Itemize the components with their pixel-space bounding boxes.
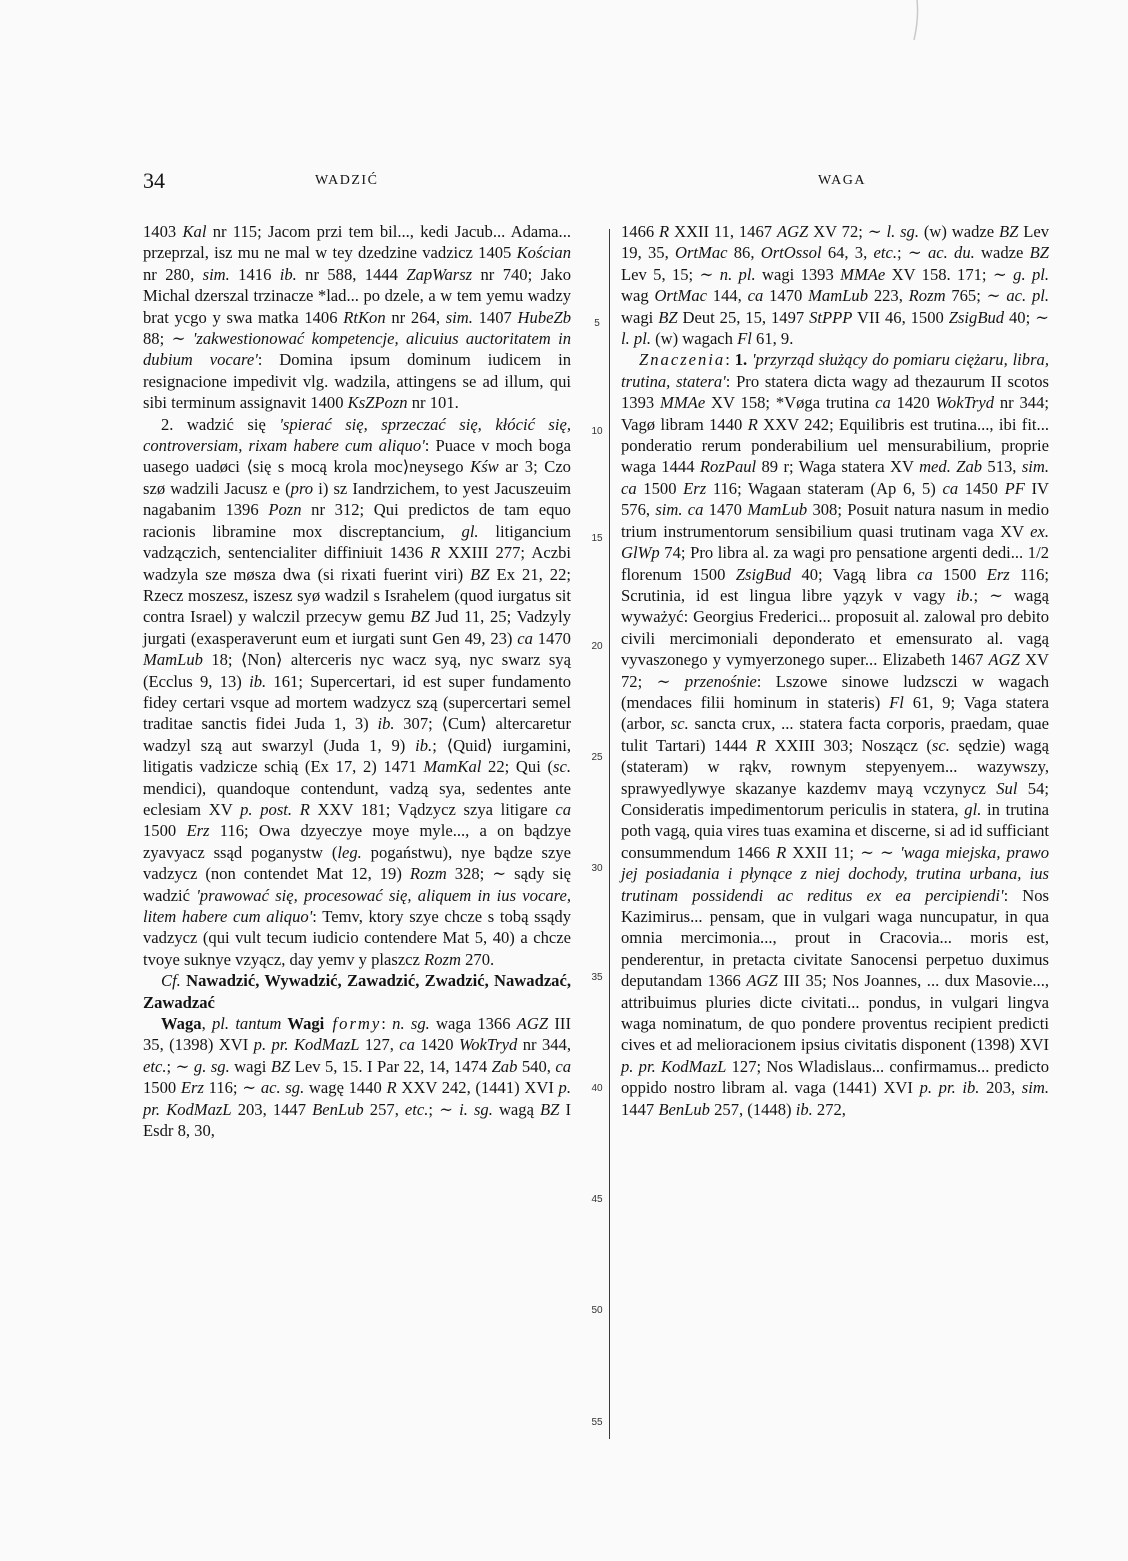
running-head-left: WADZIĆ [315, 173, 379, 188]
column-divider [609, 229, 610, 1439]
line-number: 10 [591, 426, 603, 437]
line-number: 15 [591, 533, 603, 544]
right-column [621, 221, 1049, 1120]
entry-wadzic-sense-2: 2. wadzić się 'spierać się, sprzeczać się, kłócić się, controversiam, rixam habere cum aliquo': Puace v moch boga uasego uadøci ⟨się s mocą krola moc⟩neysego Kśw ar 3; Czo szø wadzili Jacusz e (pro i) sz Iandrzichem, to yest Jacuszeuim nagabanim 1396 Pozn nr 312; Qui predictos de tam equo racionis libramine mox discreptancium, gl. litigancium vadzączich, sentencialiter diffiniuit 1436 R XXIII 277; Aczbi wadzyla sze møsza dwa (si rixati fuerint viri) BZ Ex 21, 22; Rzecz moszesz, iszesz syø wadzil s Israhelem (quod iurgatus sit contra Israel) y walczil przecyw gemu BZ Jud 11, 25; Vadzyly jurgati (exasperaverunt eum et iurgati sunt Gen 49, 23) ca 1470 MamLub 18; ⟨Non⟩ alterceris nyc wacz syą, nyc swarz syą (Ecclus 9, 13) ib. 161; Supercertari, id est super fundamento fidey certari vsque ad mortem wadzycz szą (supercertari semel traditae sanctis fidei Juda 1, 3) ib. 307; ⟨Cum⟩ altercaretur wadzyl szą aut swarzyl (Juda 1, 9) ib.; ⟨Quid⟩ iurgamini, litigatis vadzicze schią (Ex 17, 2) 1471 MamKal 22; Qui (sc. mendici), quandoque contendunt, vadzą sya, sedentes ante eclesiam XV p. post. R XXV 181; Vądzycz szya litigare ca 1500 Erz 116; Owa dzyeczye moye myle..., a on bądzye zyavyacz ssąd poganystw (leg. pogaństwu), nye bądze szye vadzycz (non contendet Mat 12, 19) Rozm 328; ∼ sądy się wadzić 'prawować się, procesować się, aliquem in ius vocare, litem habere cum aliquo': Temv, ktory szye chcze s tobą ssądy vadzycz (qui vult tecum iudicio contendere Mat 5, 40) a chcze tvoye suknye vzyącz, day yemv y plaszcz Rozm 270. [143, 414, 572, 969]
line-number: 25 [591, 752, 603, 763]
left-column [143, 221, 571, 1141]
line-number: 35 [591, 972, 603, 983]
entry-waga-meanings: Znaczenia: 1. 'przyrząd służący do pomiaru ciężaru, libra, trutina, statera': Pro statera dicta wagy ad thezaurum II scotos 1393 MMAe XV 158; *Vøga trutina ca 1420 WokTryd nr 344; Vagø libram 1440 R XXV 242; Equilibris est trutina..., ibi fit... ponderatio rerum ponderabilium uel mensurabilium, proprie waga 1444 RozPaul 89 r; Waga statera XV med. Zab 513, sim. ca 1500 Erz 116; Wagaan stateram (Ap 6, 5) ca 1450 PF IV 576, sim. ca 1470 MamLub 308; Posuit natura nasum in medio trium instrumentorum sensibilium quasi trutinam vaga XV ex. GlWp 74; Pro libra al. za wagi pro pensatione argenti dedi... 1/2 florenum 1500 ZsigBud 40; Vagą libra ca 1500 Erz 116; Scrutinia, id est lingua libre yązyk v vagy ib.; ∼ wagą wyważyć: Georgius Frederici... proposuit al. zalowal pro debito civili mercimoniali deponderato et emensurato al. vagą vyvaszonego y vymyerzonego super... Elizabeth 1467 AGZ XV 72; ∼ przenośnie: Lszowe sinowe ludzsczi w wagach (mendaces filii hominum in stateris) Fl 61, 9; Vaga statera (arbor, sc. sancta crux, ... statera facta corporis, praedam, quae tulit Tartari) 1444 R XXIII 303; Noszącz (sc. sędzie) wagą (stateram) w rąkv, rownym stepyenyem... wazywszy, sprawyedlywye skazanye kazdemv mayą vczynycz Sul 54; Consideratis impedimentorum periculis in statera, gl. in trutina poth vagą, quia vires tuas examina et discerne, si ad id sufficiant consummendum 1466 R XXII 11; ∼ ∼ 'waga miejska, prawo jej posiadania i płynące z niej dochody, trutina urbana, ius trutinam possidendi ac reditus ex ea percipiendi': Nos Kazimirus... pensam, que in vulgari waga nuncupatur, in qua omnia mercimonia..., prout in Cracovia... moris est, penderentur, in pretacta civitate Sanocensi perpetuo duximus deputandam 1366 AGZ III 35; Nos Joannes, ... dux Masovie..., attribuimus pluries dicte civitati... pondus, in vulgari lingva waga nominatum, de quo pondere proventus recipient predicti cives et ad melioracionem ipsius civitatis disponent (1398) XVI p. pr. KodMazL 127; Nos Wladislaus... confirmamus... predicto oppido nostro libram al. vaga (1441) XVI p. pr. ib. 203, sim. 1447 BenLub 257, (1448) ib. 272, [621, 350, 1050, 1119]
line-number: 20 [591, 641, 603, 652]
line-number: 45 [591, 1194, 603, 1205]
entry-waga-forms-continuation: 1466 R XXII 11, 1467 AGZ XV 72; ∼ l. sg. (w) wadze BZ Lev 19, 35, OrtMac 86, OrtOssol 64, 3, etc.; ∼ ac. du. wadze BZ Lev 5, 15; ∼ n. pl. wagi 1393 MMAe XV 158. 171; ∼ g. pl. wag OrtMac 144, ca 1470 MamLub 223, Rozm 765; ∼ ac. pl. wagi BZ Deut 25, 15, 1497 StPPP VII 46, 1500 ZsigBud 40; ∼ l. pl. (w) wagach Fl 61, 9. [621, 222, 1050, 349]
line-number: 40 [591, 1083, 603, 1094]
entry-wadzic-continuation: 1403 Kal nr 115; Jacom przi tem bil..., kedi Jacub... Adama... przeprzal, isz mu ne mal w tey dzedzine vadzicz 1405 Kościan nr 280, sim. 1416 ib. nr 588, 1444 ZapWarsz nr 740; Jako Michal dzerszal trzinacze *lad... po dzele, a w tem yemu wadzy brat ycgo y swa matka 1406 RtKon nr 264, sim. 1407 HubeZb 88; ∼ 'zakwestionować kompetencje, alicuius auctoritatem in dubium vocare': Domina ipsum dominum iudicem in resignacione impedivit vlg. wadzila, attingens se ad illum, qui sibi terminum assignavit 1400 KsZPozn nr 101. [143, 222, 572, 413]
page-number: 34 [143, 168, 165, 193]
line-number: 50 [591, 1305, 603, 1316]
line-number: 5 [594, 318, 600, 329]
running-head-right: WAGA [818, 173, 866, 188]
line-number: 30 [591, 863, 603, 874]
line-number: 55 [591, 1417, 603, 1428]
pencil-mark [905, 0, 923, 42]
entry-waga: Waga, pl. tantum Wagi formy: n. sg. waga 1366 AGZ III 35, (1398) XVI p. pr. KodMazL 127, ca 1420 WokTryd nr 344, etc.; ∼ g. sg. wagi BZ Lev 5, 15. I Par 22, 14, 1474 Zab 540, ca 1500 Erz 116; ∼ ac. sg. wagę 1440 R XXV 242, (1441) XVI p. pr. KodMazL 203, 1447 BenLub 257, etc.; ∼ i. sg. wagą BZ I Esdr 8, 30, [143, 1014, 572, 1141]
cross-reference: Cf. Nawadzić, Wywadzić, Zawadzić, Zwadzić, Nawadzać, Zawadzać [143, 971, 571, 1012]
